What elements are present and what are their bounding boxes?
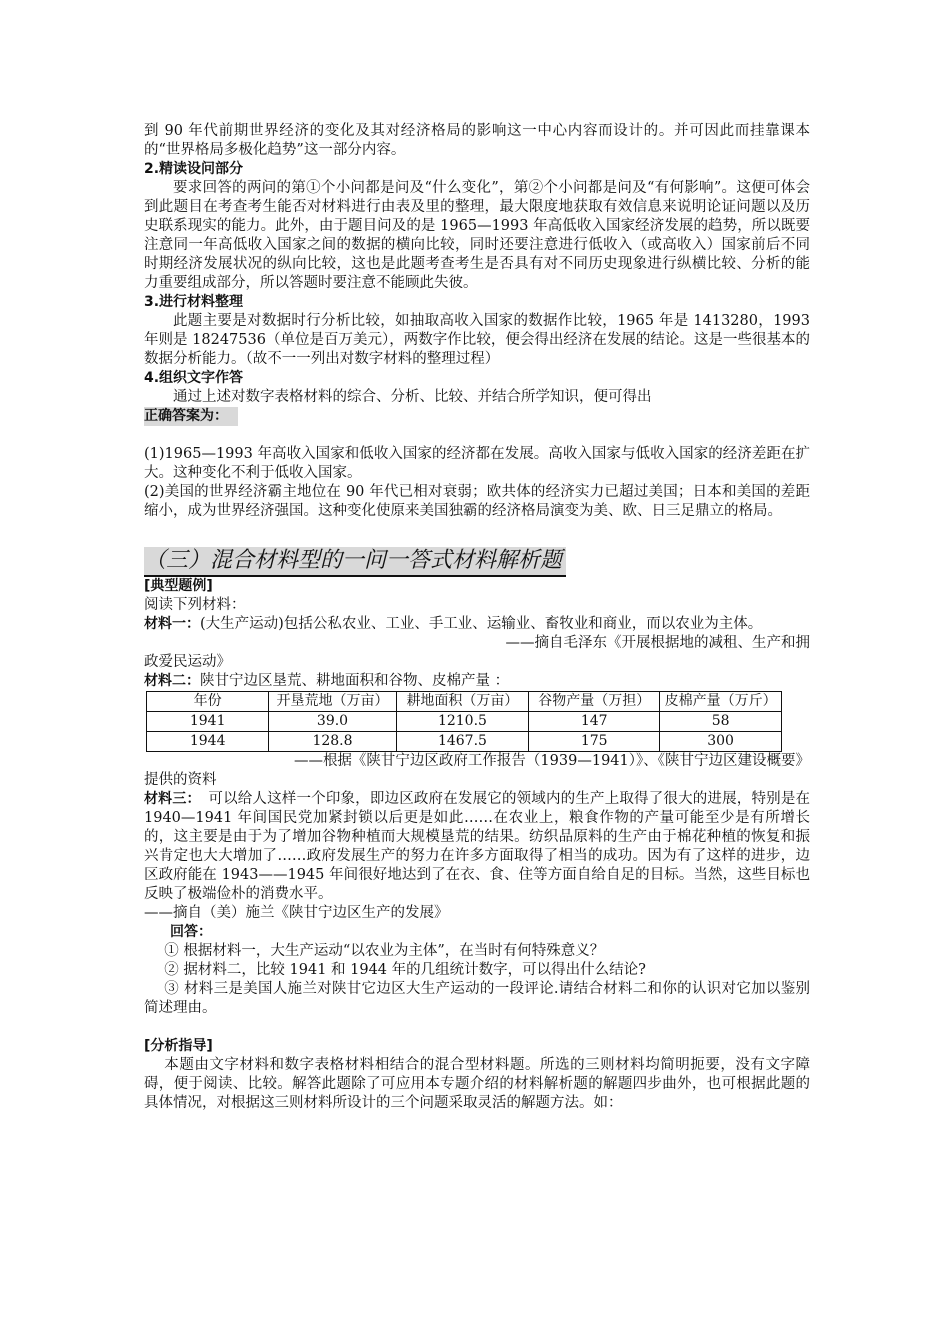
question-2: ② 据材料二，比较 1941 和 1944 年的几组统计数字，可以得出什么结论? xyxy=(164,962,646,978)
question-3: ③ 材料三是美国人施兰对陕甘它边区大生产运动的一段评论.请结合材料二和你的认识对它加以鉴别简述理由。 xyxy=(144,981,810,1016)
table-cell: 175 xyxy=(529,732,660,752)
section-title: （三）混合材料型的一问一答式材料解析题 xyxy=(144,547,566,577)
heading-close-read: 2.精读设问部分 xyxy=(144,161,244,177)
heading-analysis: [分析指导] xyxy=(144,1038,213,1054)
table-cell: 300 xyxy=(660,732,782,752)
material-2-text: 陕甘宁边区垦荒、耕地面积和谷物、皮棉产量 ： xyxy=(200,673,510,689)
table-header-cell: 谷物产量（万担） xyxy=(529,692,660,712)
table-cell: 128.8 xyxy=(269,732,396,752)
paragraph-compose-answer: 通过上述对数字表格材料的综合、分析、比较、并结合所学知识，便可得出 xyxy=(173,389,652,405)
question-1: ① 根据材料一，大生产运动“以农业为主体”，在当时有何特殊意义？ xyxy=(164,943,605,959)
table-header-cell: 皮棉产量（万斤） xyxy=(660,692,782,712)
paragraph-close-read: 要求回答的两问的第①个小问都是问及“什么变化”，第②个小问都是问及“有何影响”。这便可体会到此题目在考查考生能否对材料进行由表及里的整理，最大限度地获取有效信息来说明论证问题以及历史联系现实的能力。此外，由于题目问及的是 1965—1993 年高低收入国家经济发展的趋势，所以既要注意同一年高低收入国家之间的数据的横向比较，同时还要注意进行低收入（或高收入）国家前后不同时期经济发展状况的纵向比较，这也是此题考查考生是否具有对不同历史现象进行纵横比较、分析的能力重要组成部分，所以答题时要注意不能顾此失彼。 xyxy=(144,180,810,291)
table-cell: 58 xyxy=(660,712,782,732)
material-1-source-b: 政爱民运动》 xyxy=(144,654,231,670)
production-table xyxy=(146,691,782,752)
material-3-label: 材料三： xyxy=(144,791,194,807)
table-cell: 1467.5 xyxy=(396,732,529,752)
paragraph-organize-material: 此题主要是对数据时行分析比较，如抽取高收入国家的数据作比较，1965 年是 1413280，1993 年则是 18247536（单位是百万美元），两数字作比较，便会得出经济在发展的结论。这是一些很基本的数据分析能力。（故不一一列出对数字材料的整理过程） xyxy=(144,313,810,367)
answer-item-1: (1)1965—1993 年高收入国家和低收入国家的经济都在发展。高收入国家与低收入国家的经济差距在扩大。这种变化不利于低收入国家。 xyxy=(144,446,810,481)
table-cell: 39.0 xyxy=(269,712,396,732)
answer-prompt: 回答： xyxy=(170,924,212,940)
table-cell: 1210.5 xyxy=(396,712,529,732)
table-cell: 1941 xyxy=(147,712,269,732)
heading-example: [典型题例] xyxy=(144,578,213,594)
material-2-source-a: ——根据《陕甘宁边区政府工作报告（1939—1941）》、《陕甘宁边区建设概要》 xyxy=(293,753,810,769)
table-cell: 147 xyxy=(529,712,660,732)
heading-compose-answer: 4.组织文字作答 xyxy=(144,370,244,386)
document-page xyxy=(144,122,810,1113)
paragraph-analysis: 本题由文字材料和数字表格材料相结合的混合型材料题。所选的三则材料均简明扼要，没有文字障碍，便于阅读、比较。解答此题除了可应用本专题介绍的材料解析题的解题四步曲外，也可根据此题的具体情况，对根据这三则材料所设计的三个问题采取灵活的解题方法。如： xyxy=(144,1057,810,1111)
material-3-text: 可以给人这样一个印象，即边区政府在发展它的领域内的生产上取得了很大的进展，特别是在 1940—1941 年间国民党加紧封锁以后更是如此……在农业上，粮食作物的产量可能至少是有所增长的，这主要是由于为了增加谷物种植而大规模垦荒的结果。纺织品原料的生产由于棉花种植的恢复和振兴肯定也大大增加了……政府发展生产的努力在许多方面取得了相当的成功。因为有了这样的进步，边区政府能在 1943——1945 年间很好地达到了在衣、食、住等方面自给自足的目标。当然，这些目标也反映了极端俭朴的消费水平。 xyxy=(144,791,811,902)
table-row xyxy=(147,712,782,732)
material-1-source-a: ——摘自毛泽东《开展根据地的减租、生产和拥 xyxy=(505,635,810,651)
table-row xyxy=(147,732,782,752)
table-header-cell: 耕地面积（万亩） xyxy=(396,692,529,712)
material-1 xyxy=(144,615,810,634)
material-1-text: (大生产运动)包括公私农业、工业、手工业、运输业、畜牧业和商业，而以农业为主体。 xyxy=(200,616,763,632)
table-header-row xyxy=(147,692,782,712)
read-instruction: 阅读下列材料： xyxy=(144,597,246,613)
material-3-source: ——摘自（美）施兰《陕甘宁边区生产的发展》 xyxy=(144,905,449,921)
answer-item-2: (2)美国的世界经济霸主地位在 90 年代已相对衰弱；欧共体的经济实力已超过美国；日本和美国的差距缩小，成为世界经济强国。这种变化使原来美国独霸的经济格局演变为美、欧、日三足鼎立的格局。 xyxy=(144,484,810,519)
material-2-source-b: 提供的资料 xyxy=(144,772,217,788)
table-cell: 1944 xyxy=(147,732,269,752)
table-header-cell: 开垦荒地（万亩） xyxy=(269,692,396,712)
intro-paragraph: 到 90 年代前期世界经济的变化及其对经济格局的影响这一中心内容而设计的。并可因此而挂靠课本的“世界格局多极化趋势”这一部分内容。 xyxy=(144,123,810,158)
answer-label: 正确答案为： xyxy=(144,407,238,426)
material-3 xyxy=(144,790,810,904)
heading-organize-material: 3.进行材料整理 xyxy=(144,294,244,310)
material-2-label: 材料二： xyxy=(144,673,200,689)
material-2 xyxy=(144,672,810,691)
table-header-cell: 年份 xyxy=(147,692,269,712)
material-1-label: 材料一： xyxy=(144,616,200,632)
